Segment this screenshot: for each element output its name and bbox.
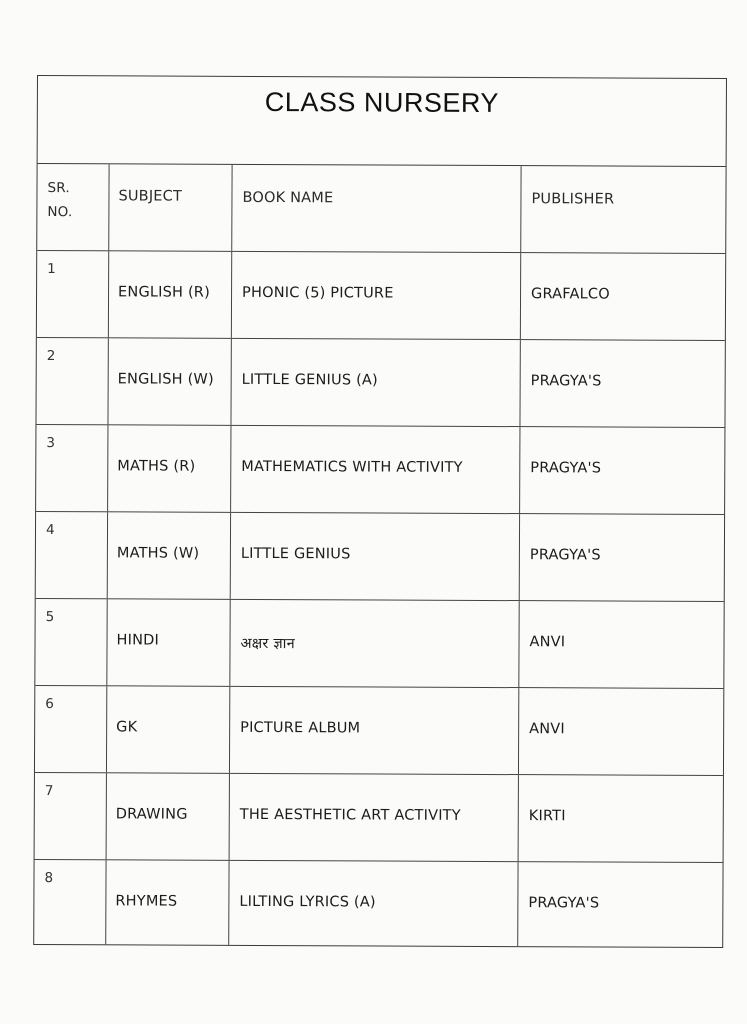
cell-publisher bbox=[521, 253, 727, 340]
header-publisher: PUBLISHER bbox=[531, 191, 615, 208]
subject-text: ENGLISH (R) bbox=[118, 284, 210, 301]
publisher-text: PRAGYA'S bbox=[530, 373, 602, 390]
sr-number: 2 bbox=[46, 348, 56, 365]
cell-sr bbox=[35, 773, 107, 859]
publisher-text: ANVI bbox=[529, 634, 566, 651]
cell-publisher bbox=[520, 340, 726, 427]
sr-number: 5 bbox=[45, 609, 55, 626]
header-cell-sr bbox=[37, 164, 109, 250]
header-cell-subject bbox=[109, 164, 232, 251]
sr-number: 7 bbox=[44, 783, 54, 800]
cell-sr bbox=[36, 425, 108, 511]
publisher-text: PRAGYA'S bbox=[528, 895, 600, 912]
publisher-text: GRAFALCO bbox=[531, 286, 610, 303]
book-name-text: PHONIC (5) PICTURE bbox=[242, 284, 394, 302]
cell-publisher bbox=[518, 862, 724, 947]
book-name-text: LILTING LYRICS (A) bbox=[239, 893, 376, 911]
publisher-text: KIRTI bbox=[528, 808, 566, 825]
cell-book bbox=[230, 774, 519, 861]
cell-subject bbox=[107, 599, 230, 686]
subject-text: HINDI bbox=[116, 632, 160, 649]
header-cell-book bbox=[232, 165, 521, 252]
subject-text: MATHS (W) bbox=[116, 545, 200, 562]
cell-book bbox=[232, 252, 521, 339]
subject-text: RHYMES bbox=[115, 893, 178, 910]
cell-publisher bbox=[519, 601, 725, 688]
cell-sr bbox=[34, 860, 106, 944]
cell-book bbox=[231, 513, 520, 600]
cell-subject bbox=[108, 338, 231, 425]
cell-subject bbox=[109, 251, 232, 338]
header-subject: SUBJECT bbox=[118, 188, 183, 205]
cell-sr bbox=[36, 512, 108, 598]
book-name-text: MATHEMATICS WITH ACTIVITY bbox=[241, 458, 463, 476]
title-box bbox=[38, 76, 726, 167]
cell-sr bbox=[36, 338, 108, 424]
publisher-text: PRAGYA'S bbox=[529, 547, 601, 564]
sr-number: 6 bbox=[45, 696, 55, 713]
sr-number: 8 bbox=[44, 870, 54, 887]
cell-publisher bbox=[520, 427, 726, 514]
sr-number: 1 bbox=[47, 261, 56, 278]
cell-publisher bbox=[519, 775, 725, 862]
table-row bbox=[37, 251, 725, 341]
cell-subject bbox=[107, 773, 230, 860]
header-book-name: BOOK NAME bbox=[242, 189, 334, 207]
table-row bbox=[36, 338, 724, 428]
subject-text: DRAWING bbox=[115, 806, 188, 823]
cell-book bbox=[229, 861, 518, 946]
cell-subject bbox=[106, 860, 229, 945]
cell-sr bbox=[35, 599, 107, 685]
table-row bbox=[35, 599, 723, 689]
cell-book bbox=[230, 687, 519, 774]
book-name-text: LITTLE GENIUS (A) bbox=[241, 371, 378, 389]
publisher-text: PRAGYA'S bbox=[530, 460, 602, 477]
subject-text: ENGLISH (W) bbox=[117, 371, 214, 388]
table-row bbox=[36, 425, 724, 515]
page-title: CLASS NURSERY bbox=[264, 86, 499, 119]
cell-subject bbox=[107, 686, 230, 773]
cell-sr bbox=[35, 686, 107, 772]
cell-book bbox=[231, 426, 520, 513]
book-name-text: THE AESTHETIC ART ACTIVITY bbox=[239, 806, 461, 824]
book-name-text: LITTLE GENIUS bbox=[240, 545, 351, 563]
cell-book bbox=[230, 600, 519, 687]
header-sr-no: SR. NO. bbox=[47, 180, 73, 221]
cell-subject bbox=[108, 512, 231, 599]
cell-publisher bbox=[520, 514, 726, 601]
book-name-text: PICTURE ALBUM bbox=[240, 719, 361, 737]
table-header-row bbox=[37, 164, 725, 254]
table-row bbox=[35, 773, 723, 863]
sr-number: 3 bbox=[46, 435, 56, 452]
subject-text: MATHS (R) bbox=[117, 458, 196, 475]
cell-subject bbox=[108, 425, 231, 512]
table-row bbox=[34, 860, 722, 947]
subject-text: GK bbox=[116, 719, 138, 736]
book-name-text: अक्षर ज्ञान bbox=[240, 635, 295, 653]
header-cell-publisher bbox=[521, 166, 727, 253]
sr-number: 4 bbox=[45, 522, 55, 539]
cell-sr bbox=[37, 251, 109, 337]
table-row bbox=[36, 512, 724, 602]
table-row bbox=[35, 686, 723, 776]
book-list-table bbox=[33, 75, 727, 948]
cell-book bbox=[231, 339, 520, 426]
publisher-text: ANVI bbox=[529, 721, 565, 738]
cell-publisher bbox=[519, 688, 725, 775]
